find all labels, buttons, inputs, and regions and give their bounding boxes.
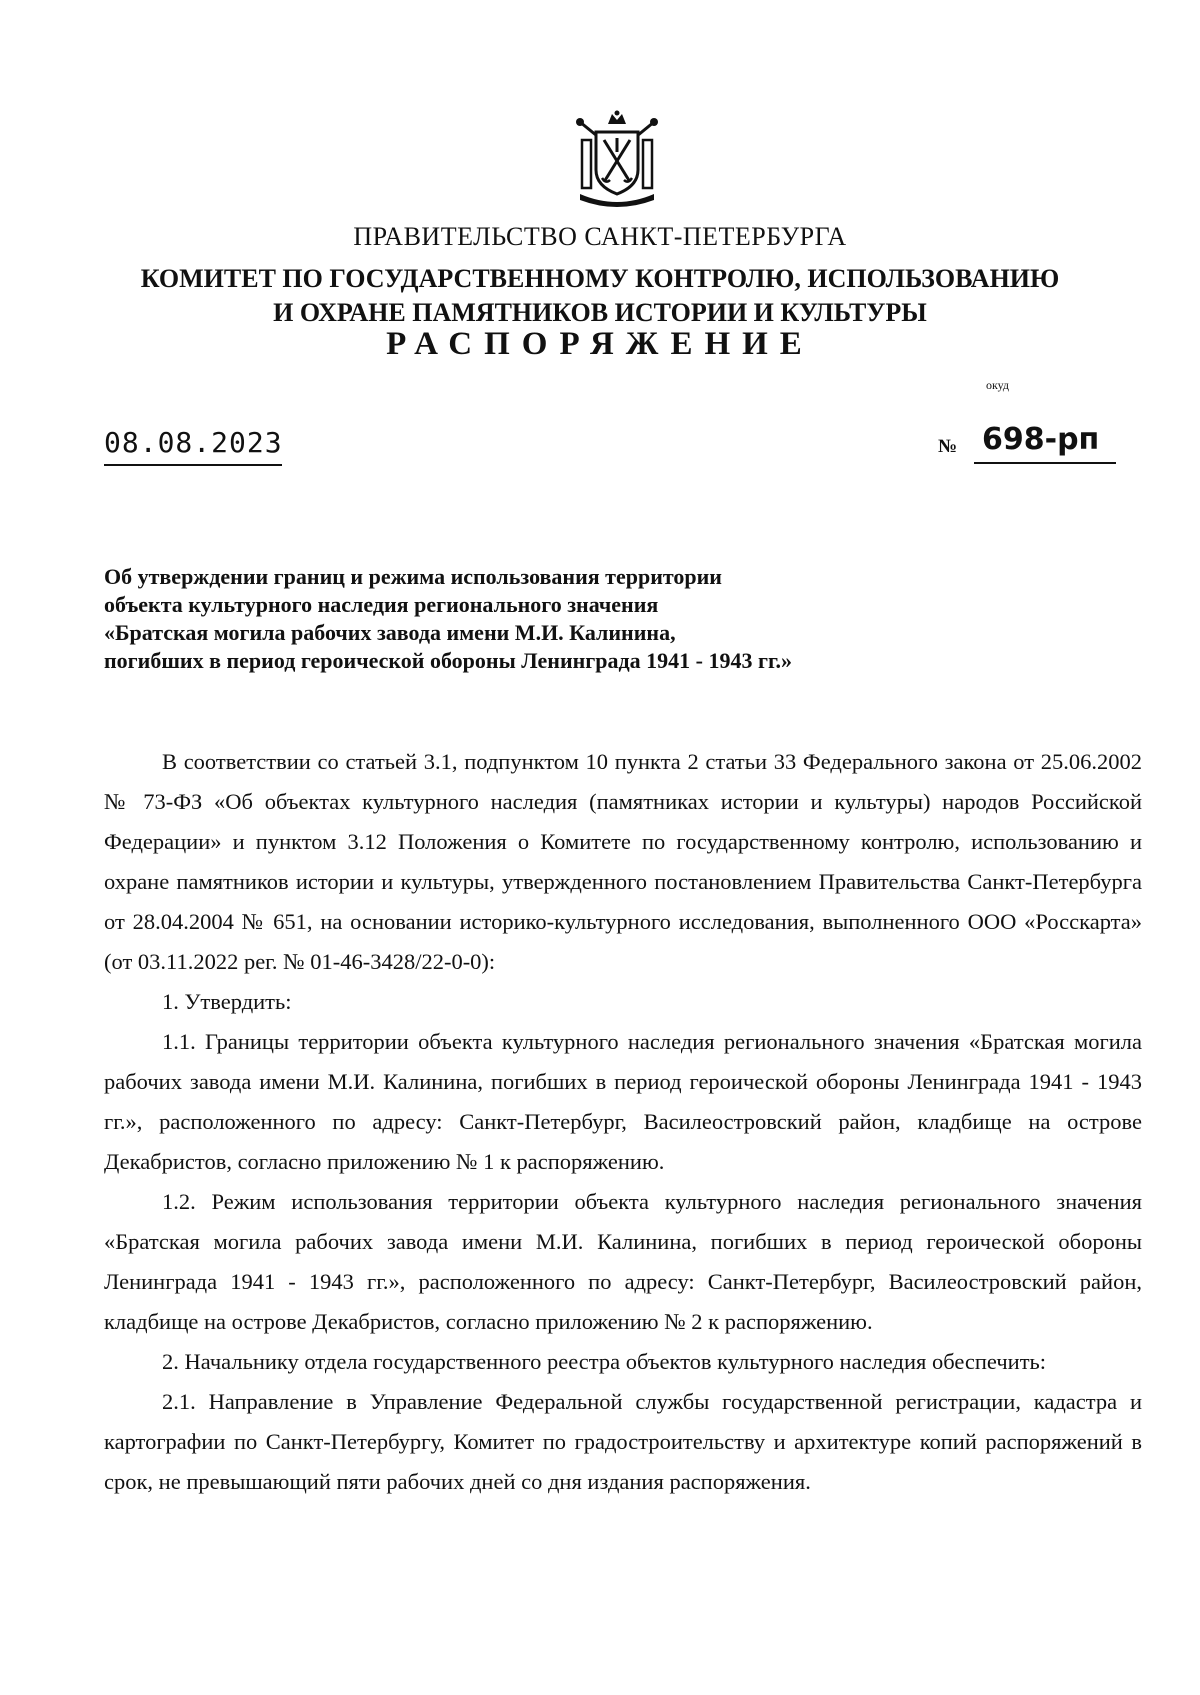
clause-1: 1. Утвердить:	[162, 989, 292, 1014]
coat-of-arms-icon	[572, 110, 662, 210]
document-date-field	[104, 424, 282, 466]
committee-title-line-2: И ОХРАНЕ ПАМЯТНИКОВ ИСТОРИИ И КУЛЬТУРЫ	[273, 298, 927, 327]
document-number-underline	[974, 422, 1116, 464]
subject-line: объекта культурного наследия регионального значения	[104, 592, 659, 617]
committee-title	[60, 262, 1140, 330]
clause-2-1: 2.1. Направление в Управление Федеральной службы государственной регистрации, кадастра и картографии по Санкт-Петербургу, Комитет по градостроительству и архитектуре копий распоряжений в срок, не превышающий пяти рабочих дней со дня издания распоряжения.	[104, 1389, 1142, 1494]
document-number-field	[938, 424, 1116, 464]
document-body	[104, 742, 1142, 1502]
document-subject	[104, 563, 924, 675]
preamble-paragraph: В соответствии со статьей 3.1, подпунктом 10 пункта 2 статьи 33 Федерального закона от 25.06.2002 № 73-ФЗ «Об объектах культурного наследия (памятниках истории и культуры) народов Российской Федерации» и пунктом 3.12 Положения о Комитете по государственному контролю, использованию и охране памятников истории и культуры, утвержденного постановлением Правительства Санкт-Петербурга от 28.04.2004 № 651, на основании историко-культурного исследования, выполненного ООО «Росскарта» (от 03.11.2022 рег. № 01-46-3428/22-0-0):	[104, 749, 1142, 974]
subject-line: погибших в период героической обороны Ленинграда 1941 - 1943 гг.»	[104, 648, 792, 673]
coat-of-arms-emblem	[572, 110, 662, 210]
okud-label: окуд	[986, 378, 1010, 392]
document-type-heading: РАСПОРЯЖЕНИЕ	[386, 326, 814, 362]
subject-line: Об утверждении границ и режима использования территории	[104, 564, 722, 589]
document-number: 698-рп	[982, 422, 1100, 457]
document-date: 08.08.2023	[104, 426, 283, 459]
clause-1-1: 1.1. Границы территории объекта культурного наследия регионального значения «Братская могила рабочих завода имени М.И. Калинина, погибших в период героической обороны Ленинграда 1941 - 1943 гг.», расположенного по адресу: Санкт-Петербург, Василеостровский район, кладбище на острове Декабристов, согласно приложению № 1 к распоряжению.	[104, 1029, 1142, 1174]
committee-title-line-1: КОМИТЕТ ПО ГОСУДАРСТВЕННОМУ КОНТРОЛЮ, ИСПОЛЬЗОВАНИЮ	[140, 264, 1060, 293]
clause-2: 2. Начальнику отдела государственного реестра объектов культурного наследия обеспечить:	[162, 1349, 1047, 1374]
clause-1-2: 1.2. Режим использования территории объекта культурного наследия регионального значения «Братская могила рабочих завода имени М.И. Калинина, погибших в период героической обороны Ленинграда 1941 - 1943 гг.», расположенного по адресу: Санкт-Петербург, Василеостровский район, кладбище на острове Декабристов, согласно приложению № 2 к распоряжению.	[104, 1189, 1142, 1334]
government-title: ПРАВИТЕЛЬСТВО САНКТ-ПЕТЕРБУРГА	[353, 222, 847, 251]
number-sign: №	[938, 436, 958, 457]
subject-line: «Братская могила рабочих завода имени М.И. Калинина,	[104, 620, 676, 645]
